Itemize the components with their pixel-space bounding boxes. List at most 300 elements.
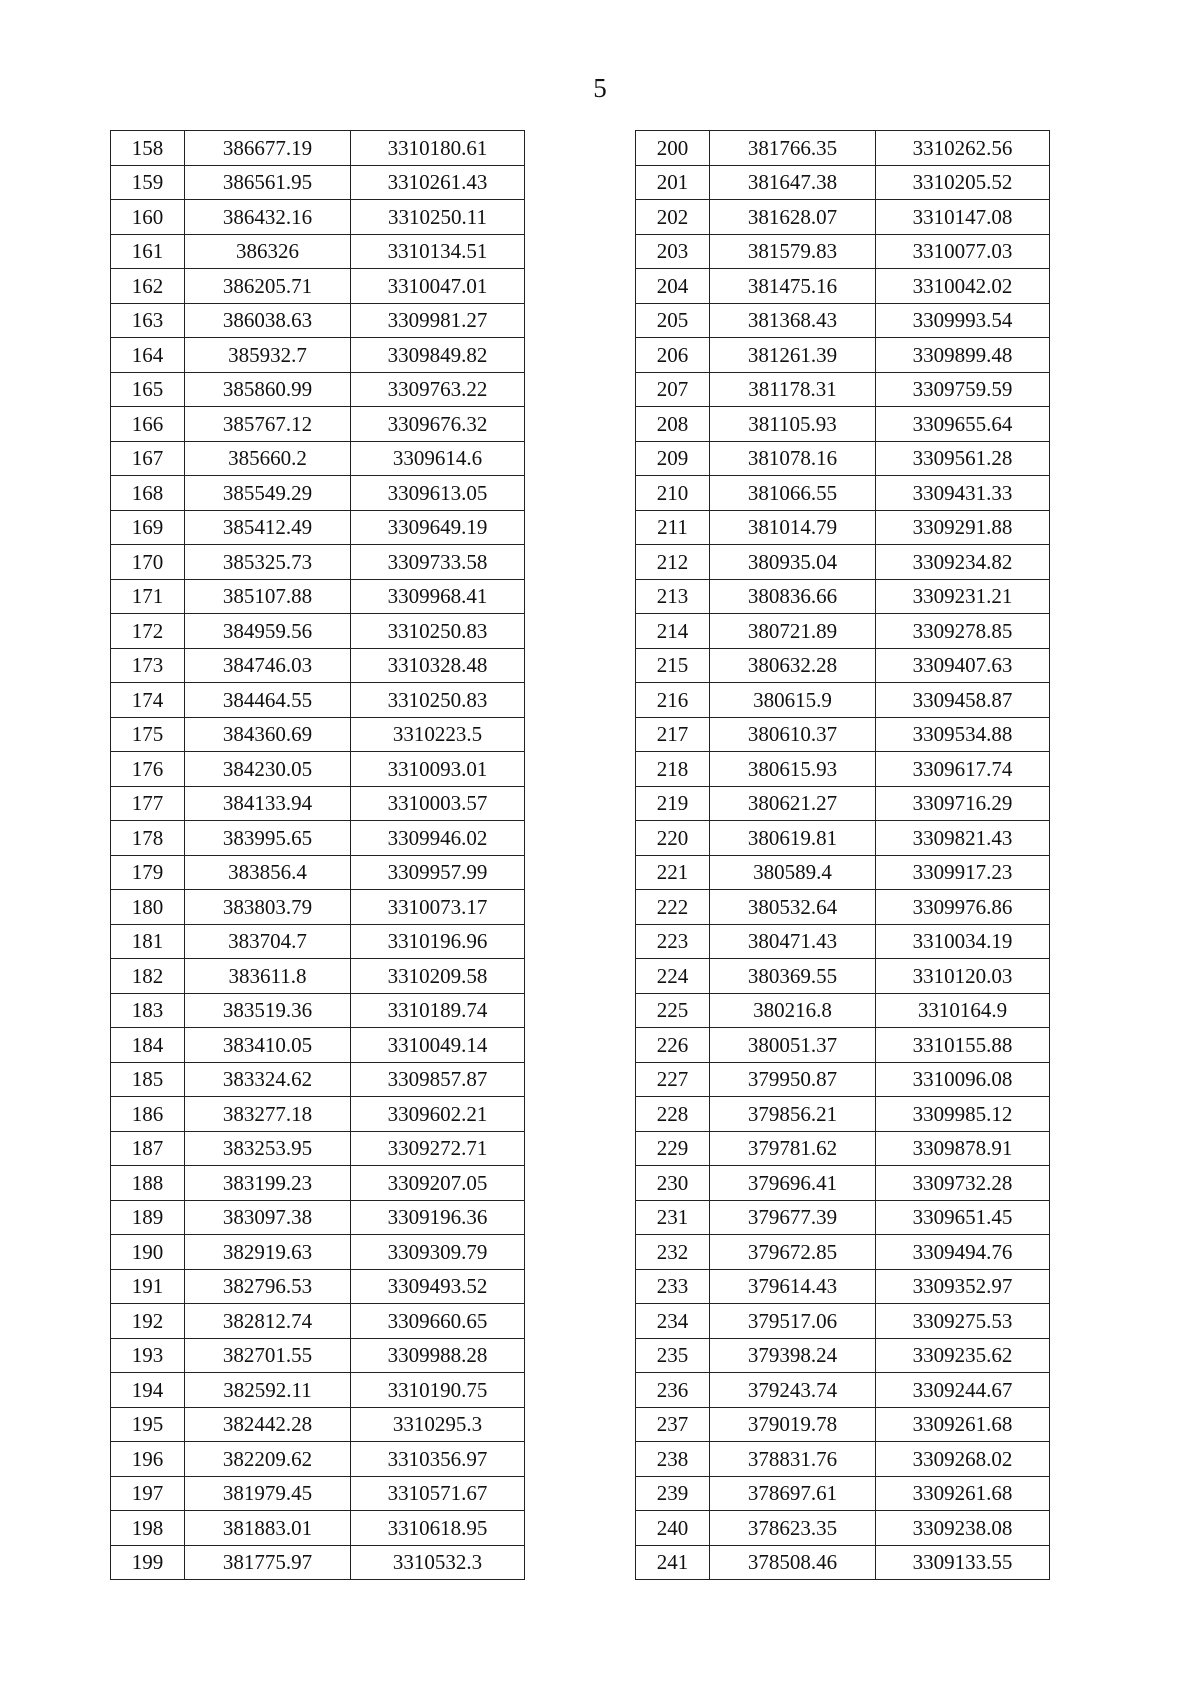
x-coordinate-cell: 386205.71: [185, 269, 351, 304]
point-number-cell: 165: [111, 372, 185, 407]
y-coordinate-cell: 3310328.48: [351, 648, 525, 683]
y-coordinate-cell: 3309602.21: [351, 1097, 525, 1132]
table-row: [636, 165, 1050, 200]
y-coordinate-cell: 3310073.17: [351, 890, 525, 925]
table-row: [636, 786, 1050, 821]
x-coordinate-cell: 383803.79: [185, 890, 351, 925]
point-number-cell: 230: [636, 1166, 710, 1201]
y-coordinate-cell: 3310096.08: [876, 1062, 1050, 1097]
x-coordinate-cell: 383611.8: [185, 959, 351, 994]
point-number-cell: 216: [636, 683, 710, 718]
x-coordinate-cell: 378508.46: [710, 1545, 876, 1580]
x-coordinate-cell: 380615.9: [710, 683, 876, 718]
point-number-cell: 237: [636, 1407, 710, 1442]
table-row: [111, 303, 525, 338]
point-number-cell: 225: [636, 993, 710, 1028]
x-coordinate-cell: 380721.89: [710, 614, 876, 649]
table-row: [636, 545, 1050, 580]
x-coordinate-cell: 379856.21: [710, 1097, 876, 1132]
table-row: [636, 1476, 1050, 1511]
y-coordinate-cell: 3309407.63: [876, 648, 1050, 683]
table-row: [111, 1062, 525, 1097]
x-coordinate-cell: 381105.93: [710, 407, 876, 442]
x-coordinate-cell: 380836.66: [710, 579, 876, 614]
table-row: [636, 752, 1050, 787]
point-number-cell: 210: [636, 476, 710, 511]
table-row: [636, 1269, 1050, 1304]
x-coordinate-cell: 378697.61: [710, 1476, 876, 1511]
y-coordinate-cell: 3310049.14: [351, 1028, 525, 1063]
point-number-cell: 221: [636, 855, 710, 890]
table-row: [636, 1407, 1050, 1442]
point-number-cell: 236: [636, 1373, 710, 1408]
y-coordinate-cell: 3309234.82: [876, 545, 1050, 580]
table-row: [636, 614, 1050, 649]
table-row: [111, 1476, 525, 1511]
y-coordinate-cell: 3309981.27: [351, 303, 525, 338]
y-coordinate-cell: 3309821.43: [876, 821, 1050, 856]
table-row: [636, 1235, 1050, 1270]
point-number-cell: 194: [111, 1373, 185, 1408]
x-coordinate-cell: 384360.69: [185, 717, 351, 752]
x-coordinate-cell: 379677.39: [710, 1200, 876, 1235]
point-number-cell: 184: [111, 1028, 185, 1063]
y-coordinate-cell: 3309207.05: [351, 1166, 525, 1201]
table-row: [111, 1269, 525, 1304]
point-number-cell: 214: [636, 614, 710, 649]
table-row: [636, 510, 1050, 545]
point-number-cell: 159: [111, 165, 185, 200]
table-row: [111, 924, 525, 959]
table-row: [111, 200, 525, 235]
table-row: [636, 441, 1050, 476]
y-coordinate-cell: 3309494.76: [876, 1235, 1050, 1270]
table-row: [636, 1338, 1050, 1373]
y-coordinate-cell: 3309268.02: [876, 1442, 1050, 1477]
x-coordinate-cell: 386677.19: [185, 131, 351, 166]
table-row: [111, 890, 525, 925]
x-coordinate-cell: 383324.62: [185, 1062, 351, 1097]
y-coordinate-cell: 3310147.08: [876, 200, 1050, 235]
x-coordinate-cell: 382442.28: [185, 1407, 351, 1442]
table-row: [111, 717, 525, 752]
y-coordinate-cell: 3309988.28: [351, 1338, 525, 1373]
y-coordinate-cell: 3310209.58: [351, 959, 525, 994]
y-coordinate-cell: 3309561.28: [876, 441, 1050, 476]
x-coordinate-cell: 381628.07: [710, 200, 876, 235]
x-coordinate-cell: 381766.35: [710, 131, 876, 166]
x-coordinate-cell: 382919.63: [185, 1235, 351, 1270]
x-coordinate-cell: 385412.49: [185, 510, 351, 545]
point-number-cell: 161: [111, 234, 185, 269]
x-coordinate-cell: 381178.31: [710, 372, 876, 407]
coordinates-table-right-body: [636, 131, 1050, 1580]
table-row: [111, 1338, 525, 1373]
x-coordinate-cell: 384133.94: [185, 786, 351, 821]
table-row: [111, 1028, 525, 1063]
y-coordinate-cell: 3309993.54: [876, 303, 1050, 338]
x-coordinate-cell: 386561.95: [185, 165, 351, 200]
x-coordinate-cell: 381078.16: [710, 441, 876, 476]
x-coordinate-cell: 380615.93: [710, 752, 876, 787]
x-coordinate-cell: 380632.28: [710, 648, 876, 683]
point-number-cell: 197: [111, 1476, 185, 1511]
y-coordinate-cell: 3309534.88: [876, 717, 1050, 752]
y-coordinate-cell: 3309244.67: [876, 1373, 1050, 1408]
y-coordinate-cell: 3310042.02: [876, 269, 1050, 304]
x-coordinate-cell: 385325.73: [185, 545, 351, 580]
table-row: [636, 1131, 1050, 1166]
point-number-cell: 229: [636, 1131, 710, 1166]
x-coordinate-cell: 383277.18: [185, 1097, 351, 1132]
x-coordinate-cell: 384746.03: [185, 648, 351, 683]
point-number-cell: 192: [111, 1304, 185, 1339]
y-coordinate-cell: 3309985.12: [876, 1097, 1050, 1132]
x-coordinate-cell: 382209.62: [185, 1442, 351, 1477]
y-coordinate-cell: 3309291.88: [876, 510, 1050, 545]
point-number-cell: 166: [111, 407, 185, 442]
point-number-cell: 178: [111, 821, 185, 856]
point-number-cell: 188: [111, 1166, 185, 1201]
x-coordinate-cell: 383253.95: [185, 1131, 351, 1166]
point-number-cell: 211: [636, 510, 710, 545]
x-coordinate-cell: 385860.99: [185, 372, 351, 407]
y-coordinate-cell: 3309352.97: [876, 1269, 1050, 1304]
y-coordinate-cell: 3309235.62: [876, 1338, 1050, 1373]
x-coordinate-cell: 379398.24: [710, 1338, 876, 1373]
y-coordinate-cell: 3309878.91: [876, 1131, 1050, 1166]
x-coordinate-cell: 381475.16: [710, 269, 876, 304]
x-coordinate-cell: 378831.76: [710, 1442, 876, 1477]
y-coordinate-cell: 3309614.6: [351, 441, 525, 476]
point-number-cell: 196: [111, 1442, 185, 1477]
y-coordinate-cell: 3310196.96: [351, 924, 525, 959]
table-row: [111, 510, 525, 545]
x-coordinate-cell: 382796.53: [185, 1269, 351, 1304]
x-coordinate-cell: 381579.83: [710, 234, 876, 269]
table-row: [636, 821, 1050, 856]
table-row: [111, 372, 525, 407]
point-number-cell: 200: [636, 131, 710, 166]
point-number-cell: 185: [111, 1062, 185, 1097]
x-coordinate-cell: 382812.74: [185, 1304, 351, 1339]
x-coordinate-cell: 379781.62: [710, 1131, 876, 1166]
y-coordinate-cell: 3309716.29: [876, 786, 1050, 821]
table-row: [636, 200, 1050, 235]
point-number-cell: 163: [111, 303, 185, 338]
table-row: [636, 476, 1050, 511]
y-coordinate-cell: 3310250.11: [351, 200, 525, 235]
point-number-cell: 167: [111, 441, 185, 476]
y-coordinate-cell: 3310261.43: [351, 165, 525, 200]
table-row: [636, 131, 1050, 166]
point-number-cell: 209: [636, 441, 710, 476]
table-row: [636, 579, 1050, 614]
y-coordinate-cell: 3309613.05: [351, 476, 525, 511]
x-coordinate-cell: 380051.37: [710, 1028, 876, 1063]
table-row: [636, 1511, 1050, 1546]
point-number-cell: 220: [636, 821, 710, 856]
table-row: [636, 855, 1050, 890]
x-coordinate-cell: 381883.01: [185, 1511, 351, 1546]
coordinates-table-right: [635, 130, 1050, 1580]
table-row: [111, 1200, 525, 1235]
x-coordinate-cell: 380471.43: [710, 924, 876, 959]
table-row: [111, 1097, 525, 1132]
x-coordinate-cell: 385107.88: [185, 579, 351, 614]
x-coordinate-cell: 380589.4: [710, 855, 876, 890]
x-coordinate-cell: 382592.11: [185, 1373, 351, 1408]
table-row: [111, 165, 525, 200]
point-number-cell: 239: [636, 1476, 710, 1511]
point-number-cell: 193: [111, 1338, 185, 1373]
point-number-cell: 186: [111, 1097, 185, 1132]
point-number-cell: 218: [636, 752, 710, 787]
point-number-cell: 235: [636, 1338, 710, 1373]
table-row: [111, 993, 525, 1028]
point-number-cell: 190: [111, 1235, 185, 1270]
point-number-cell: 208: [636, 407, 710, 442]
table-row: [636, 303, 1050, 338]
table-row: [111, 821, 525, 856]
point-number-cell: 191: [111, 1269, 185, 1304]
y-coordinate-cell: 3309976.86: [876, 890, 1050, 925]
table-row: [111, 1511, 525, 1546]
x-coordinate-cell: 381368.43: [710, 303, 876, 338]
y-coordinate-cell: 3310223.5: [351, 717, 525, 752]
point-number-cell: 222: [636, 890, 710, 925]
x-coordinate-cell: 380621.27: [710, 786, 876, 821]
table-row: [111, 1166, 525, 1201]
table-row: [111, 269, 525, 304]
y-coordinate-cell: 3310120.03: [876, 959, 1050, 994]
point-number-cell: 204: [636, 269, 710, 304]
x-coordinate-cell: 381647.38: [710, 165, 876, 200]
y-coordinate-cell: 3310571.67: [351, 1476, 525, 1511]
y-coordinate-cell: 3310034.19: [876, 924, 1050, 959]
x-coordinate-cell: 380216.8: [710, 993, 876, 1028]
x-coordinate-cell: 385767.12: [185, 407, 351, 442]
y-coordinate-cell: 3309917.23: [876, 855, 1050, 890]
x-coordinate-cell: 383519.36: [185, 993, 351, 1028]
y-coordinate-cell: 3310164.9: [876, 993, 1050, 1028]
y-coordinate-cell: 3309133.55: [876, 1545, 1050, 1580]
y-coordinate-cell: 3309272.71: [351, 1131, 525, 1166]
y-coordinate-cell: 3310077.03: [876, 234, 1050, 269]
table-row: [636, 1545, 1050, 1580]
y-coordinate-cell: 3309676.32: [351, 407, 525, 442]
table-row: [111, 1235, 525, 1270]
point-number-cell: 203: [636, 234, 710, 269]
point-number-cell: 187: [111, 1131, 185, 1166]
table-row: [111, 1304, 525, 1339]
table-row: [111, 786, 525, 821]
point-number-cell: 238: [636, 1442, 710, 1477]
x-coordinate-cell: 379696.41: [710, 1166, 876, 1201]
table-row: [636, 338, 1050, 373]
point-number-cell: 212: [636, 545, 710, 580]
x-coordinate-cell: 383995.65: [185, 821, 351, 856]
point-number-cell: 240: [636, 1511, 710, 1546]
y-coordinate-cell: 3309857.87: [351, 1062, 525, 1097]
y-coordinate-cell: 3310189.74: [351, 993, 525, 1028]
x-coordinate-cell: 385932.7: [185, 338, 351, 373]
x-coordinate-cell: 383097.38: [185, 1200, 351, 1235]
y-coordinate-cell: 3309946.02: [351, 821, 525, 856]
x-coordinate-cell: 386432.16: [185, 200, 351, 235]
point-number-cell: 176: [111, 752, 185, 787]
x-coordinate-cell: 380619.81: [710, 821, 876, 856]
table-row: [636, 717, 1050, 752]
point-number-cell: 169: [111, 510, 185, 545]
y-coordinate-cell: 3310003.57: [351, 786, 525, 821]
y-coordinate-cell: 3310250.83: [351, 683, 525, 718]
point-number-cell: 207: [636, 372, 710, 407]
point-number-cell: 215: [636, 648, 710, 683]
x-coordinate-cell: 381775.97: [185, 1545, 351, 1580]
point-number-cell: 160: [111, 200, 185, 235]
point-number-cell: 171: [111, 579, 185, 614]
y-coordinate-cell: 3309732.28: [876, 1166, 1050, 1201]
point-number-cell: 179: [111, 855, 185, 890]
y-coordinate-cell: 3310618.95: [351, 1511, 525, 1546]
table-row: [111, 648, 525, 683]
y-coordinate-cell: 3309309.79: [351, 1235, 525, 1270]
table-row: [111, 338, 525, 373]
x-coordinate-cell: 379950.87: [710, 1062, 876, 1097]
table-row: [111, 1373, 525, 1408]
y-coordinate-cell: 3309238.08: [876, 1511, 1050, 1546]
table-row: [111, 614, 525, 649]
point-number-cell: 182: [111, 959, 185, 994]
x-coordinate-cell: 380369.55: [710, 959, 876, 994]
point-number-cell: 189: [111, 1200, 185, 1235]
y-coordinate-cell: 3310190.75: [351, 1373, 525, 1408]
table-row: [111, 407, 525, 442]
y-coordinate-cell: 3310295.3: [351, 1407, 525, 1442]
point-number-cell: 162: [111, 269, 185, 304]
y-coordinate-cell: 3310262.56: [876, 131, 1050, 166]
point-number-cell: 223: [636, 924, 710, 959]
y-coordinate-cell: 3309649.19: [351, 510, 525, 545]
point-number-cell: 158: [111, 131, 185, 166]
point-number-cell: 202: [636, 200, 710, 235]
y-coordinate-cell: 3309763.22: [351, 372, 525, 407]
table-row: [636, 993, 1050, 1028]
point-number-cell: 170: [111, 545, 185, 580]
y-coordinate-cell: 3309261.68: [876, 1407, 1050, 1442]
x-coordinate-cell: 381066.55: [710, 476, 876, 511]
y-coordinate-cell: 3310093.01: [351, 752, 525, 787]
table-row: [111, 1131, 525, 1166]
y-coordinate-cell: 3309651.45: [876, 1200, 1050, 1235]
table-row: [636, 1373, 1050, 1408]
y-coordinate-cell: 3309261.68: [876, 1476, 1050, 1511]
table-row: [111, 441, 525, 476]
page-number: 5: [593, 73, 607, 103]
point-number-cell: 175: [111, 717, 185, 752]
point-number-cell: 232: [636, 1235, 710, 1270]
x-coordinate-cell: 380935.04: [710, 545, 876, 580]
table-row: [111, 1545, 525, 1580]
table-row: [111, 1407, 525, 1442]
x-coordinate-cell: 380532.64: [710, 890, 876, 925]
table-row: [636, 269, 1050, 304]
table-row: [111, 234, 525, 269]
y-coordinate-cell: 3310180.61: [351, 131, 525, 166]
point-number-cell: 234: [636, 1304, 710, 1339]
y-coordinate-cell: 3310205.52: [876, 165, 1050, 200]
y-coordinate-cell: 3310155.88: [876, 1028, 1050, 1063]
point-number-cell: 231: [636, 1200, 710, 1235]
y-coordinate-cell: 3309655.64: [876, 407, 1050, 442]
x-coordinate-cell: 379672.85: [710, 1235, 876, 1270]
table-row: [636, 1097, 1050, 1132]
table-row: [111, 683, 525, 718]
table-row: [636, 890, 1050, 925]
point-number-cell: 168: [111, 476, 185, 511]
table-row: [111, 752, 525, 787]
point-number-cell: 173: [111, 648, 185, 683]
y-coordinate-cell: 3309275.53: [876, 1304, 1050, 1339]
x-coordinate-cell: 383856.4: [185, 855, 351, 890]
x-coordinate-cell: 381979.45: [185, 1476, 351, 1511]
x-coordinate-cell: 378623.35: [710, 1511, 876, 1546]
y-coordinate-cell: 3309278.85: [876, 614, 1050, 649]
table-row: [111, 1442, 525, 1477]
point-number-cell: 172: [111, 614, 185, 649]
table-row: [636, 1062, 1050, 1097]
x-coordinate-cell: 384959.56: [185, 614, 351, 649]
table-row: [636, 683, 1050, 718]
y-coordinate-cell: 3310047.01: [351, 269, 525, 304]
point-number-cell: 233: [636, 1269, 710, 1304]
table-row: [111, 131, 525, 166]
point-number-cell: 219: [636, 786, 710, 821]
y-coordinate-cell: 3309493.52: [351, 1269, 525, 1304]
x-coordinate-cell: 379243.74: [710, 1373, 876, 1408]
point-number-cell: 174: [111, 683, 185, 718]
y-coordinate-cell: 3309660.65: [351, 1304, 525, 1339]
x-coordinate-cell: 383704.7: [185, 924, 351, 959]
point-number-cell: 224: [636, 959, 710, 994]
table-row: [111, 476, 525, 511]
y-coordinate-cell: 3310250.83: [351, 614, 525, 649]
y-coordinate-cell: 3310134.51: [351, 234, 525, 269]
table-row: [636, 1442, 1050, 1477]
point-number-cell: 201: [636, 165, 710, 200]
x-coordinate-cell: 386326: [185, 234, 351, 269]
y-coordinate-cell: 3310356.97: [351, 1442, 525, 1477]
table-row: [636, 1200, 1050, 1235]
point-number-cell: 199: [111, 1545, 185, 1580]
y-coordinate-cell: 3309899.48: [876, 338, 1050, 373]
table-row: [636, 372, 1050, 407]
y-coordinate-cell: 3309196.36: [351, 1200, 525, 1235]
point-number-cell: 177: [111, 786, 185, 821]
y-coordinate-cell: 3309431.33: [876, 476, 1050, 511]
y-coordinate-cell: 3309617.74: [876, 752, 1050, 787]
point-number-cell: 213: [636, 579, 710, 614]
point-number-cell: 164: [111, 338, 185, 373]
table-row: [111, 545, 525, 580]
coordinates-table-left-body: [111, 131, 525, 1580]
x-coordinate-cell: 381014.79: [710, 510, 876, 545]
x-coordinate-cell: 381261.39: [710, 338, 876, 373]
table-row: [111, 959, 525, 994]
y-coordinate-cell: 3309968.41: [351, 579, 525, 614]
point-number-cell: 205: [636, 303, 710, 338]
